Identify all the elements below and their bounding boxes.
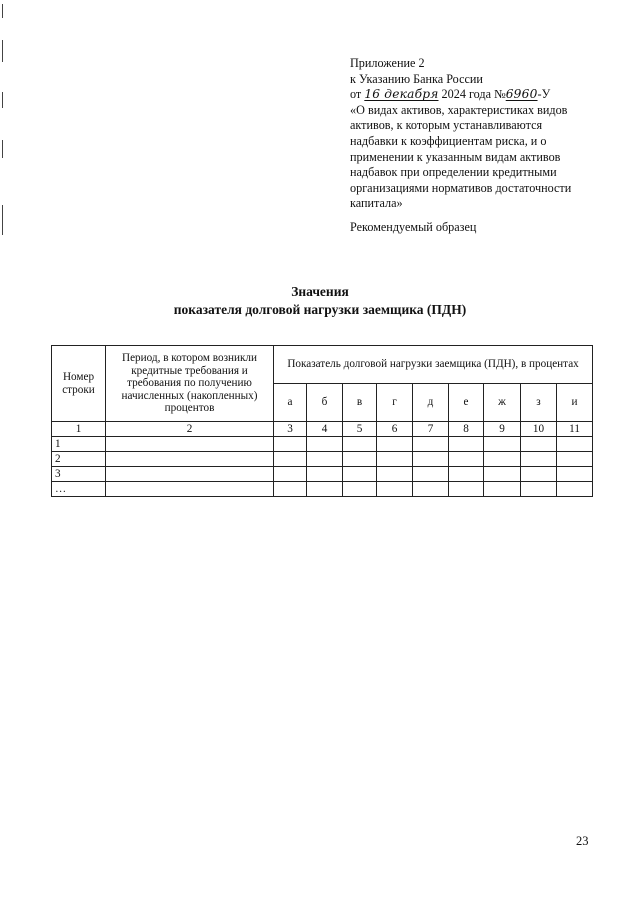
empty-cell [377, 452, 413, 467]
empty-cell [557, 452, 593, 467]
empty-cell [106, 467, 274, 482]
header-period: Период, в котором возникли кредитные требования и требования по получению начисленных (накопленных) процентов [106, 346, 274, 422]
header-pdn-sub: г [377, 384, 413, 422]
empty-cell [484, 467, 521, 482]
scan-edge-mark [2, 40, 3, 62]
empty-cell [377, 467, 413, 482]
scan-edge-mark [2, 205, 3, 235]
empty-cell [106, 482, 274, 497]
header-pdn-sub: д [413, 384, 449, 422]
empty-cell [343, 482, 377, 497]
header-pdn-sub: ж [484, 384, 521, 422]
empty-cell [484, 482, 521, 497]
header-pdn-sub: а [274, 384, 307, 422]
empty-cell [343, 467, 377, 482]
empty-cell [413, 437, 449, 452]
column-number-row [52, 422, 593, 437]
empty-cell [274, 452, 307, 467]
table-row [52, 482, 593, 497]
appendix-title-line: капитала» [350, 196, 403, 211]
empty-cell [377, 482, 413, 497]
empty-cell [274, 437, 307, 452]
appendix-title-line: организациями нормативов достаточности [350, 180, 572, 195]
page-number: 23 [576, 834, 589, 848]
empty-cell [307, 467, 343, 482]
column-number: 9 [484, 422, 521, 437]
empty-cell [521, 452, 557, 467]
scan-edge-mark [2, 140, 3, 158]
pdn-table [51, 345, 593, 497]
header-row-number: Номер строки [52, 346, 106, 422]
appendix-line: к Указанию Банка России [350, 71, 483, 86]
empty-cell [274, 482, 307, 497]
scan-edge-mark [2, 4, 3, 18]
empty-cell [449, 437, 484, 452]
number-suffix: -У [537, 87, 551, 102]
document-title: Значения [291, 284, 349, 299]
table-row [52, 437, 593, 452]
table-row [52, 452, 593, 467]
empty-cell [557, 467, 593, 482]
appendix-block [350, 56, 620, 212]
column-number: 2 [106, 422, 274, 437]
column-number: 8 [449, 422, 484, 437]
empty-cell [449, 482, 484, 497]
row-number-cell: 3 [52, 467, 106, 482]
appendix-title-line: надбавок при определении кредитными [350, 165, 557, 180]
empty-cell [377, 437, 413, 452]
document-subtitle: показателя долговой нагрузки заемщика (ПДН) [173, 302, 467, 317]
column-number: 1 [52, 422, 106, 437]
recommended-sample-label: Рекомендуемый образец [350, 220, 477, 234]
empty-cell [449, 467, 484, 482]
table-row [52, 467, 593, 482]
empty-cell [343, 452, 377, 467]
appendix-title-line: «О видах активов, характеристиках видов [350, 102, 568, 117]
empty-cell [343, 437, 377, 452]
header-pdn-group: Показатель долговой нагрузки заемщика (ПДН), в процентах [274, 346, 593, 384]
appendix-date-line [350, 87, 620, 103]
row-number-cell: 2 [52, 452, 106, 467]
empty-cell [307, 452, 343, 467]
appendix-title-line: применении к указанным видам активов [350, 149, 561, 164]
empty-cell [274, 467, 307, 482]
handwritten-number: 6960 [505, 87, 538, 102]
column-number: 11 [557, 422, 593, 437]
header-pdn-sub: б [307, 384, 343, 422]
appendix-title-line: активов, к которым устанавливаются [350, 118, 543, 133]
header-pdn-sub: з [521, 384, 557, 422]
empty-cell [449, 452, 484, 467]
header-pdn-sub: в [343, 384, 377, 422]
empty-cell [106, 437, 274, 452]
empty-cell [484, 437, 521, 452]
row-number-cell: 1 [52, 437, 106, 452]
empty-cell [557, 437, 593, 452]
empty-cell [484, 452, 521, 467]
appendix-title-line: надбавки к коэффициентам риска, и о [350, 133, 547, 148]
empty-cell [307, 437, 343, 452]
header-pdn-sub: и [557, 384, 593, 422]
scan-edge-mark [2, 92, 3, 108]
empty-cell [413, 482, 449, 497]
empty-cell [413, 467, 449, 482]
empty-cell [521, 467, 557, 482]
empty-cell [307, 482, 343, 497]
handwritten-date: 16 декабря [364, 87, 439, 102]
header-pdn-sub: е [449, 384, 484, 422]
column-number: 10 [521, 422, 557, 437]
empty-cell [413, 452, 449, 467]
column-number: 5 [343, 422, 377, 437]
date-prefix: от [350, 87, 362, 102]
empty-cell [521, 437, 557, 452]
column-number: 7 [413, 422, 449, 437]
column-number: 6 [377, 422, 413, 437]
empty-cell [557, 482, 593, 497]
row-number-cell: … [52, 482, 106, 497]
appendix-line: Приложение 2 [350, 56, 425, 70]
empty-cell [521, 482, 557, 497]
empty-cell [106, 452, 274, 467]
column-number: 3 [274, 422, 307, 437]
date-mid: 2024 года № [441, 87, 506, 102]
column-number: 4 [307, 422, 343, 437]
